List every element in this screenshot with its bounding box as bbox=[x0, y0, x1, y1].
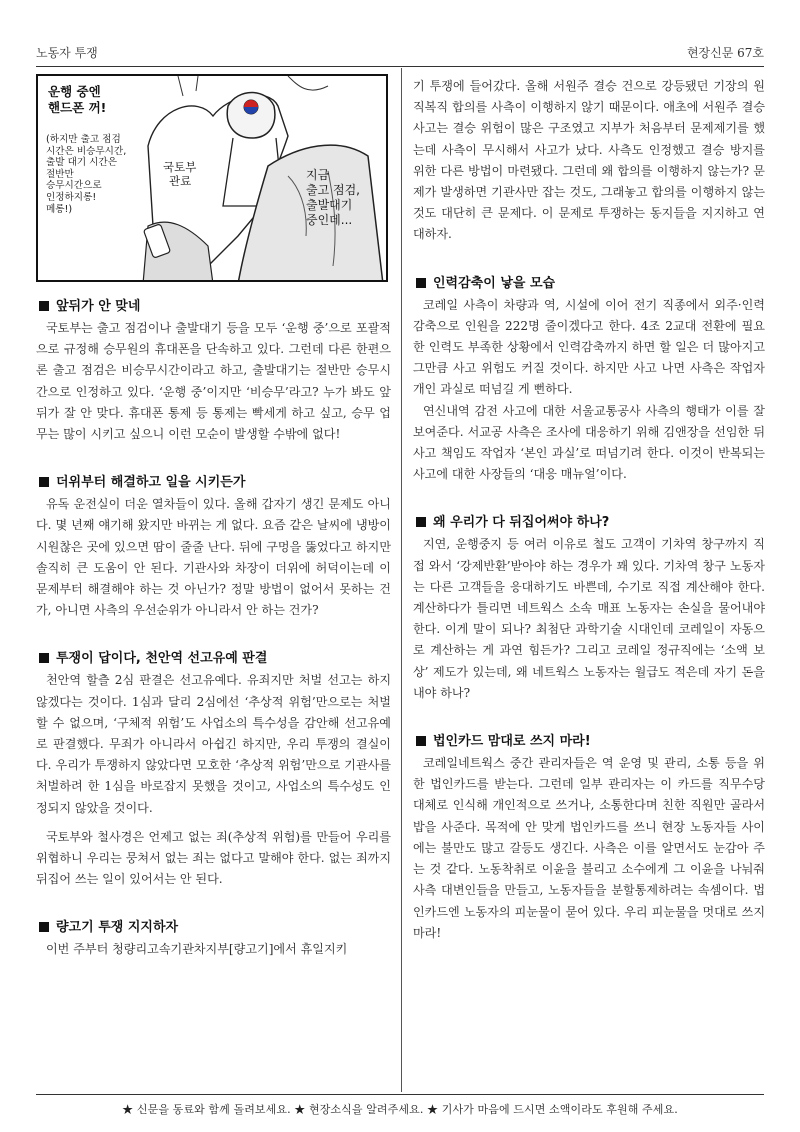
footer-note: ★ 신문을 동료와 함께 돌려보세요. ★ 현장소식을 알려주세요. ★ 기사가 마음에 드시면 소액이라도 후원해 주세요. bbox=[122, 1103, 678, 1116]
speech-bubble-worker bbox=[306, 168, 360, 228]
section-heading bbox=[36, 648, 391, 669]
article-paragraph: 유독 운전실이 더운 열차들이 있다. 올해 갑자기 생긴 문제도 아니다. 몇 년째 얘기해 왔지만 바뀌는 게 없다. 요즘 같은 날씨에 냉방이 시원찮은 곳에 있으면 땀이 줄줄 난다. 뒤에 구멍을 뚫었다고 하지만 솔직히 큰 도움이 안 된다. 기관사와 차장이 더위에 허덕이는데 이 문제부터 해결해야 하는 것 아닌가? 정말 방법이 없어서 못하는 건가, 아니면 사측의 우선순위가 아니라서 안 하는 건가? bbox=[36, 497, 391, 618]
speech-bubble-order bbox=[48, 84, 158, 116]
speech-line: 승무시간으로 bbox=[46, 180, 102, 192]
heading-text: 량고기 투쟁 지지하자 bbox=[56, 920, 179, 936]
speech-line: 절반만 bbox=[46, 168, 74, 180]
speech-line: 운행 중엔 bbox=[48, 84, 101, 99]
article-paragraph: 천안역 할츨 2심 판결은 선고유예다. 유죄지만 처벌 선고는 하지 않겠다는 것이다. 1심과 달리 2심에선 ‘추상적 위험’만으로는 처벌할 수 없으며, ‘구체적 위험’도 사업소의 특수성을 감안해 선고유예로 판결했다. 무죄가 아니라서 아쉽긴 하지만, 우리 투쟁의 결실이다. 우리가 투쟁하지 않았다면 모호한 ‘추상적 위험’만으로 기관사를 처벌하려 한 1심을 바로잡지 못했을 것이고, 사업소의 특수성도 인정되지 않았을 것이다. bbox=[36, 673, 391, 815]
speech-line: 인정하지롱! bbox=[46, 191, 97, 203]
heading-text: 앞뒤가 안 맞네 bbox=[56, 299, 141, 314]
left-column bbox=[36, 296, 391, 961]
article-paragraph: 코레일네트웍스 중간 관리자들은 역 운영 및 관리, 소통 등을 위한 법인카드를 받는다. 그런데 일부 관리자는 이 카드를 직무수당 대체로 인식해 개인적으로 쓰거나, 소통한다며 친한 직원만 골라서 밥을 사준다. 목적에 안 맞게 법인카드를 쓰니 현장 노동자들 사이에는 불만도 많고 갈등도 생긴다. 사측은 이를 알면서도 눈감아 주는 것 같다. 노동착취로 이윤을 불리고 소수에게 그 이윤을 나눠줘 사측 대변인들을 만들고, 노동자들을 분할통제하려는 속셈이다. 법인카드엔 노동자의 피눈물이 묻어 있다. 우리 피눈물을 멋대로 쓰지 마라! bbox=[413, 756, 765, 940]
speech-line: 출발 대기 시간은 bbox=[46, 157, 117, 169]
article-paragraph: 기 투쟁에 들어갔다. 올해 서원주 결승 건으로 강등됐던 기장의 원직복직 합의를 사측이 이행하지 않기 때문이다. 애초에 서원주 결승 사고는 결승 위험이 많은 구조였고 지부가 처음부터 문제제기를 했는데 사측이 무시해서 사고가 났다. 사측도 인정했고 결승 방지를 위한 다른 방법이 마련됐다. 그런데 왜 합의를 이행하지 않는가? 문제가 발생하면 기관사만 잡는 것도, 그래놓고 합의를 이행하지 않는 것도 대단히 큰 문제다. 이 문제로 투쟁하는 동지들을 지지하고 연대하자. bbox=[413, 79, 765, 242]
cartoon-panel bbox=[36, 74, 388, 282]
section-heading bbox=[413, 512, 765, 533]
cartoon-label-official bbox=[163, 160, 196, 188]
square-bullet-icon bbox=[39, 653, 49, 663]
speech-bubble-aside bbox=[46, 134, 158, 215]
section-name: 노동자 투쟁 bbox=[36, 46, 98, 60]
article-paragraph: 국토부와 철사경은 언제고 없는 죄(추상적 위험)를 만들어 우리를 위협하니 우리는 뭉쳐서 없는 죄는 없다고 말해야 한다. 없는 죄까지 뒤집어 쓰는 일이 있어서는 안 된다. bbox=[36, 829, 391, 887]
speech-line: 핸드폰 꺼! bbox=[48, 100, 107, 115]
article-paragraph: 코레일 사측이 차량과 역, 시설에 이어 전기 직종에서 외주·인력감축으로 인원을 222명 줄이겠다고 한다. 4조 2교대 전환에 필요한 인력도 부족한 상황에서 인력감축까지 하면 할 일은 더 많아지고 그만큼 사고 위험도 커질 것이다. 하지만 사고 나면 사측은 작업자 개인 과실로 떠넘길 게 뻔하다. bbox=[413, 297, 765, 397]
heading-text: 인력감축이 낳을 모습 bbox=[433, 275, 556, 291]
section-heading bbox=[36, 917, 391, 938]
speech-line: (하지만 출고 점검 bbox=[46, 134, 121, 145]
header-divider bbox=[36, 66, 764, 67]
label-line: 국토부 bbox=[163, 160, 197, 174]
article-paragraph: 이번 주부터 청량리고속기관차지부[량고기]에서 휴일지키 bbox=[46, 942, 348, 957]
speech-line: 지금 bbox=[306, 168, 330, 182]
label-line: 관료 bbox=[169, 174, 192, 188]
column-divider bbox=[401, 68, 402, 1092]
speech-line: 출발대기 bbox=[306, 198, 353, 212]
section-heading bbox=[413, 731, 765, 752]
footer-divider bbox=[36, 1094, 764, 1095]
speech-line: 메롱!) bbox=[46, 203, 73, 215]
page-header bbox=[36, 44, 764, 62]
speech-line: 시간은 비승무시간, bbox=[46, 145, 127, 157]
right-column bbox=[413, 76, 765, 944]
issue-number: 현장신문 67호 bbox=[686, 46, 764, 60]
article-paragraph: 연신내역 감전 사고에 대한 서울교통공사 사측의 행태가 이를 잘 보여준다. 서교공 사측은 조사에 대응하기 위해 김앤장을 선임한 뒤 사고 책임도 작업자 ‘본인 과실’로 떠넘기려 한다. 이것이 반복되는 사고에 대한 사장들의 ‘대응 매뉴얼’이다. bbox=[413, 403, 765, 482]
heading-text: 법인카드 맘대로 쓰지 마라! bbox=[433, 734, 591, 750]
square-bullet-icon bbox=[39, 301, 49, 311]
heading-text: 투쟁이 답이다, 천안역 선고유예 판결 bbox=[56, 651, 268, 667]
square-bullet-icon bbox=[39, 477, 49, 487]
speech-line: 중인데... bbox=[306, 213, 353, 227]
square-bullet-icon bbox=[39, 922, 49, 932]
section-heading bbox=[36, 472, 391, 493]
section-heading bbox=[413, 273, 765, 294]
square-bullet-icon bbox=[416, 278, 426, 288]
square-bullet-icon bbox=[416, 736, 426, 746]
heading-text: 더위부터 해결하고 일을 시키든가 bbox=[56, 475, 246, 491]
article-paragraph: 지연, 운행중지 등 여러 이유로 철도 고객이 기차역 창구까지 직접 와서 ‘강제반환’받아야 하는 경우가 꽤 있다. 기차역 창구 노동자는 다른 고객들을 응대하기도 바쁜데, 수기로 직접 계산해야 한다. 계산하다가 틀리면 네트웍스 소속 매표 노동자는 손실을 물어내야 한다. 이게 말이 되나? 최첨단 과학기술 시대인데 코레일이 자동으로 계산하는 게 과연 힘든가? 그리고 코레일 정규직에는 ‘소액 보상’ 제도가 있는데, 왜 네트웍스 노동자는 월급도 적은데 자기 돈을 내야 하나? bbox=[413, 537, 765, 700]
article-paragraph: 국토부는 출고 점검이나 출발대기 등을 모두 ‘운행 중’으로 포괄적으로 규정해 승무원의 휴대폰을 단속하고 있다. 그런데 다른 한편으론 출고 점검은 비승무시간이라고 하고, 출발대기는 절반만 승무시간으로 인정하고 있다. ‘운행 중’이지만 ‘비승무’라고? 누가 봐도 앞뒤가 잘 안 맞다. 휴대폰 통제 등 통제는 빡세게 하고 싶고, 승무 업무는 많이 시키고 싶으니 이런 모순이 발생할 수밖에 없다! bbox=[36, 321, 391, 442]
speech-line: 출고 점검, bbox=[306, 183, 360, 197]
section-heading bbox=[36, 296, 391, 317]
square-bullet-icon bbox=[416, 517, 426, 527]
heading-text: 왜 우리가 다 뒤집어써야 하나? bbox=[433, 515, 610, 531]
